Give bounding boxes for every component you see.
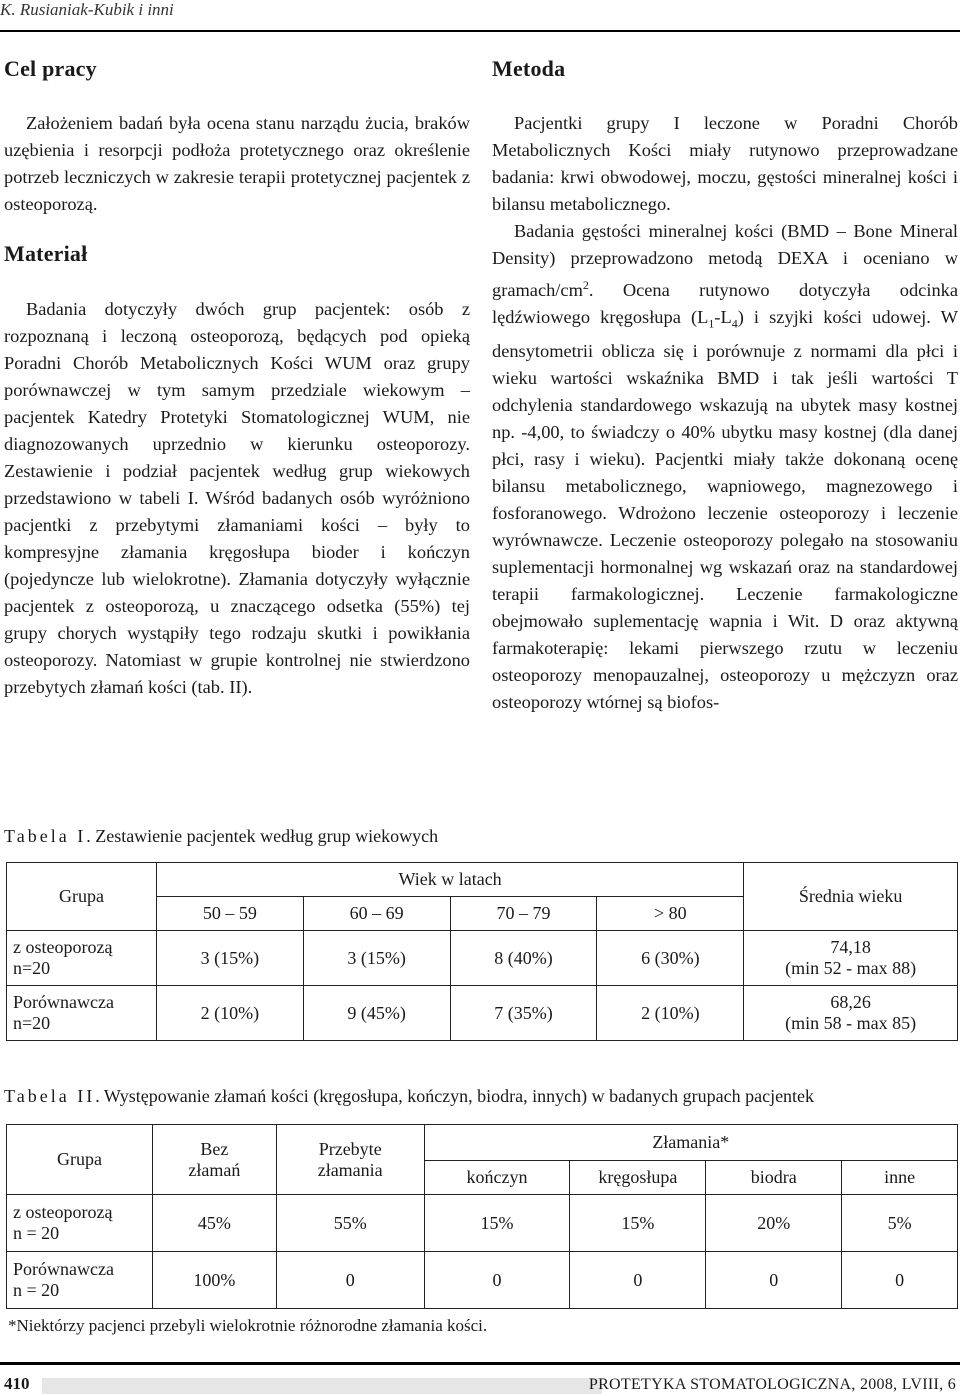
header-line: Bez [200,1138,229,1159]
metoda-p2-part-a: Badania gęstości mineralnej kości (BMD – Bone Mineral Density) przeprowadzono metodą DEXA i oceniano w gramach/cm [492,221,958,301]
header-line: złamania [317,1159,383,1180]
table1-mean-cell [744,931,958,986]
header-line: Przebyte [318,1138,382,1159]
table2 [6,1124,958,1309]
table2-sub-col: biodra [706,1161,842,1195]
metoda-text [492,110,958,716]
table2-cell: 5% [842,1195,958,1252]
table1-header-srednia: Średnia wieku [744,863,958,931]
table2-cell: 20% [706,1195,842,1252]
bottom-rule [0,1362,960,1365]
material-heading: Materiał [4,241,88,266]
table2-caption-text: . Występowanie złamań kości (kręgosłupa, kończyn, biodra, innych) w badanych grupach pacjentek [95,1086,815,1106]
cel-paragraph: Założeniem badań była ocena stanu narządu żucia, braków uzębienia i resorpcji podłoża protetycznego oraz określenie potrzeb leczniczych w zakresie terapii protetycznej pacjentek z osteoporozą. [4,113,470,214]
group-label: Porównawcza [13,992,114,1012]
table1-group-cell [7,986,157,1041]
group-count: n=20 [13,958,51,978]
table1-cell: 6 (30%) [597,931,744,986]
table2-cell: 100% [152,1252,276,1309]
table1-cell: 2 (10%) [156,986,303,1041]
table2-cell: 0 [424,1252,570,1309]
metoda-p2-part-d: ) i szyjki kości udowej. W densytometrii oblicza się i porównuje z normami dla płci i wieku wartości wskaźnika BMD i tak jeśli wartości T odchylenia standardowego wskazują na ubytek masy kostnej np. -4,00, to świadczy o 40% ubytku masy kostnej (dla danej płci, rasy i wieku). Pacjentki miały także dokonaną ocenę bilansu metabolicznego, wapniowego, magnezowego i fosforanowego. Wdrożono leczenie osteoporozy i leczenie wyrównawcze. Leczenie osteoporozy polegało na stosowaniu suplementacji hormonalnej wg wskazań oraz na standardowej terapii farmakologicznej. Leczenie farmakologiczne obejmowało suplementację wapnia i Wit. D oraz aktywną farmakoterapię: lekami pierwszego rzutu w leczeniu osteoporozy menopauzalnej, osteoporozy u mężczyzn oraz osteoporozy wtórnej są biofos- [492,307,958,712]
journal-name: PROTETYKA STOMATOLOGICZNA, 2008, LVIII, 6 [588,1376,956,1393]
table2-sub-col: kręgosłupa [570,1161,706,1195]
mean-range: (min 58 - max 85) [785,1013,917,1033]
metoda-heading: Metoda [492,56,566,81]
table2-caption-label: Tabela II [4,1086,96,1106]
table-row [7,931,958,986]
table1-age-col: 60 – 69 [303,897,450,931]
table1-cell: 3 (15%) [156,931,303,986]
table2-cell: 0 [842,1252,958,1309]
table2-footnote: *Niektórzy pacjenci przebyli wielokrotnie różnorodne złamania kości. [8,1316,488,1335]
group-label: Porównawcza [13,1259,114,1279]
table1-age-col: 50 – 59 [156,897,303,931]
table1-cell: 3 (15%) [303,931,450,986]
group-count: n=20 [13,1013,51,1033]
table1-cell: 2 (10%) [597,986,744,1041]
group-count: n = 20 [13,1223,60,1243]
table1-cell: 8 (40%) [450,931,597,986]
table1-cell: 9 (45%) [303,986,450,1041]
table2-sub-col: kończyn [424,1161,570,1195]
table-row [7,986,958,1041]
metoda-p2-part-c: -L [714,307,732,328]
table1-age-col: > 80 [597,897,744,931]
table2-cell: 0 [276,1252,424,1309]
table1-group-cell [7,931,157,986]
group-count: n = 20 [13,1280,60,1300]
cel-pracy-heading: Cel pracy [4,56,97,81]
table2-header-przebyte [276,1125,424,1195]
page-number: 410 [4,1374,30,1393]
table2-cell: 0 [706,1252,842,1309]
table1-caption-text: . Zestawienie pacjentek według grup wiekowych [86,826,439,846]
cel-pracy-text [4,110,470,218]
table1-caption [4,826,438,847]
table1-age-col: 70 – 79 [450,897,597,931]
group-label: z osteoporozą [13,937,113,957]
table2-sub-col: inne [842,1161,958,1195]
top-rule [0,30,960,32]
metoda-paragraph-1: Pacjentki grupy I leczone w Poradni Chorób Metabolicznych Kości miały rutynowo przeprowadzane badania: krwi obwodowej, moczu, gęstości mineralnej kości i bilansu metabolicznego. [492,113,958,214]
metoda-p2-sub2: 4 [731,316,738,331]
table2-cell: 55% [276,1195,424,1252]
table1 [6,862,958,1041]
mean-value: 68,26 [830,992,871,1012]
footer-gray-band [42,1378,602,1394]
table1-header-grupa: Grupa [7,863,157,931]
table2-group-cell [7,1252,153,1309]
table-row [7,1252,958,1309]
table-row [7,1195,958,1252]
table2-cell: 15% [424,1195,570,1252]
table2-caption [4,1086,814,1107]
table2-group-cell [7,1195,153,1252]
table2-cell: 0 [570,1252,706,1309]
metoda-p2-sub1: 1 [708,316,715,331]
material-paragraph: Badania dotyczyły dwóch grup pacjentek: osób z rozpoznaną i leczoną osteoporozą, będących pod opieką Poradni Chorób Metabolicznych Kości WUM oraz grupy porównawczej w tym samym przedziale wiekowym – pacjentek Katedry Protetyki Stomatologicznej WUM, nie diagnozowanych uprzednio w kierunku osteoporozy. Zestawienie i podział pacjentek według grup wiekowych przedstawiono w tabeli I. Wśród badanych osób wyróżniono pacjentki z przebytymi złamaniami kości – były to kompresyjne złamania kręgosłupa bioder i kończyn (pojedyncze lub wielokrotne). Złamania dotyczyły wyłącznie pacjentek z osteoporozą, u znaczącego odsetka (55%) tej grupy chorych wystąpiły tego rodzaju skutki i powikłania osteoporozy. Natomiast w grupie kontrolnej nie stwierdzono przebytych złamań kości (tab. II). [4,299,470,697]
table1-cell: 7 (35%) [450,986,597,1041]
metoda-paragraph-2 [492,218,958,716]
group-label: z osteoporozą [13,1202,113,1222]
table1-caption-label: Tabela I [4,826,87,846]
table2-header-zlamania: Złamania* [424,1125,957,1161]
table1-mean-cell [744,986,958,1041]
metoda-p2-sup: 2 [582,278,589,292]
header-line: złamań [188,1159,241,1180]
table2-header-bez [152,1125,276,1195]
mean-value: 74,18 [830,937,871,957]
metoda-p2-part-b: . Ocena rutynowo dotyczyła odcinka lędźwiowego kręgosłupa (L [492,280,958,328]
mean-range: (min 52 - max 88) [785,958,917,978]
table2-cell: 15% [570,1195,706,1252]
running-head: K. Rusianiak-Kubik i inni [0,0,174,19]
table2-cell: 45% [152,1195,276,1252]
table1-header-wiek: Wiek w latach [156,863,743,897]
material-text [4,296,470,701]
table2-header-grupa: Grupa [7,1125,153,1195]
